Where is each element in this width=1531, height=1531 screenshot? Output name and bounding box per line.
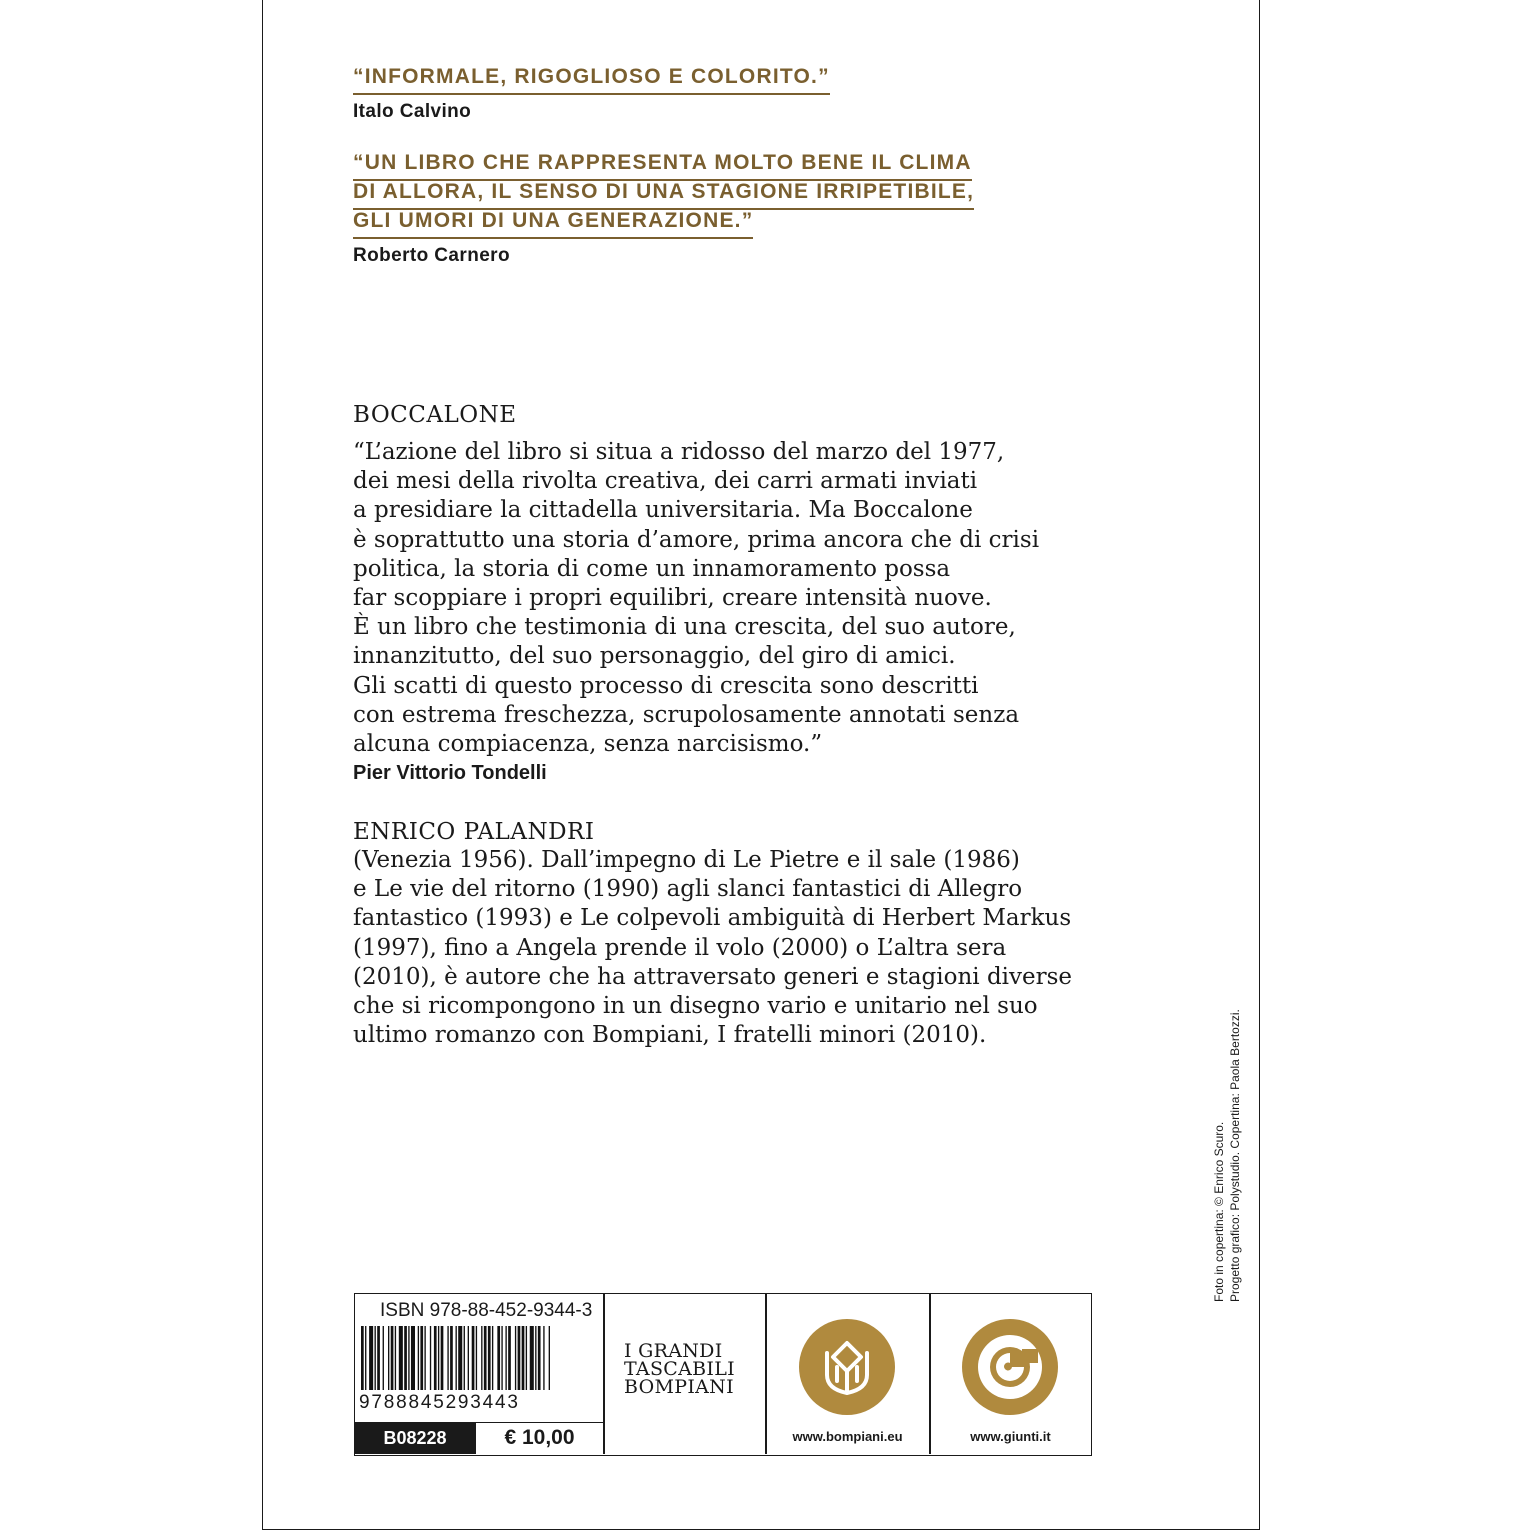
giunti-url[interactable]: www.giunti.it [970, 1429, 1051, 1444]
bio-line: ultimo romanzo con Bompiani, I fratelli minori (2010). [353, 1022, 987, 1049]
bio-line: (2010), è autore che ha attraversato generi e stagioni diverse [353, 963, 1073, 990]
product-code: B08228 [355, 1422, 475, 1454]
bio-line: e Le vie del ritorno (1990) agli slanci fantastici di Allegro [353, 876, 1023, 903]
isbn-block [355, 1294, 603, 1454]
quote-author: Italo Calvino [353, 101, 472, 122]
barcode-panel [354, 1293, 1092, 1456]
synopsis-line: politica, la storia di come un innamoramento possa [353, 555, 951, 582]
quote-line: “INFORMALE, RIGOGLIOSO E COLORITO.” [353, 66, 830, 95]
synopsis-signature: Pier Vittorio Tondelli [353, 762, 547, 784]
synopsis-line: far scoppiare i propri equilibri, creare intensità nuove. [353, 585, 992, 612]
bio-line: (Venezia 1956). Dall’impegno di Le Pietre e il sale (1986) [353, 847, 1020, 873]
bio-line: (1997), fino a Angela prende il volo (2000) o L’altra sera [353, 934, 1007, 961]
synopsis-line: Gli scatti di questo processo di crescita sono descritti [353, 672, 979, 699]
back-cover [262, 0, 1260, 1530]
cover-credits [1211, 1009, 1243, 1302]
synopsis-title: BOCCALONE [353, 402, 517, 428]
giunti-logo-icon [962, 1319, 1058, 1415]
bio-line: fantastico (1993) e Le colpevoli ambiguità di Herbert Markus [353, 905, 1072, 932]
design-credit: Progetto grafico: Polystudio. Copertina: Paola Bertozzi. [1228, 1009, 1242, 1302]
synopsis-line: innanzitutto, del suo personaggio, del giro di amici. [353, 643, 956, 670]
synopsis-line: “L’azione del libro si situa a ridosso del marzo del 1977, [353, 439, 1005, 465]
barcode-digits: 9788845293443 [359, 1392, 520, 1413]
series-line: TASCABILI [624, 1358, 735, 1380]
quote-line: DI ALLORA, IL SENSO DI UNA STAGIONE IRRIPETIBILE, [353, 181, 974, 210]
bompiani-url[interactable]: www.bompiani.eu [792, 1429, 903, 1444]
synopsis-line: è soprattutto una storia d’amore, prima ancora che di crisi [353, 526, 1040, 553]
quote-author: Roberto Carnero [353, 245, 510, 266]
quote-line: “UN LIBRO CHE RAPPRESENTA MOLTO BENE IL CLIMA [353, 152, 972, 181]
synopsis-text [353, 438, 1039, 759]
bio-title: ENRICO PALANDRI [353, 819, 595, 845]
press-quote-carnero [353, 152, 974, 267]
synopsis-line: a presidiare la cittadella universitaria. Ma Boccalone [353, 497, 973, 524]
bompiani-logo-icon [799, 1319, 895, 1415]
series-block [604, 1294, 765, 1454]
synopsis-line: È un libro che testimonia di una crescita, del suo autore, [353, 614, 1016, 641]
synopsis-line: con estrema freschezza, scrupolosamente annotati senza [353, 701, 1020, 728]
bompiani-block [766, 1294, 929, 1454]
synopsis-line: dei mesi della rivolta creativa, dei carri armati inviati [353, 468, 978, 495]
price: € 10,00 [475, 1422, 603, 1454]
series-line: I GRANDI [624, 1340, 723, 1362]
series-line: BOMPIANI [624, 1376, 734, 1398]
bio-text [353, 846, 1072, 1050]
barcode-icon [361, 1326, 597, 1390]
series-name [624, 1342, 735, 1396]
bio-line: che si ricompongono in un disegno vario e unitario nel suo [353, 993, 1038, 1020]
press-quote-calvino [353, 66, 830, 123]
quote-line: GLI UMORI DI UNA GENERAZIONE.” [353, 210, 753, 239]
synopsis-line: alcuna compiacenza, senza narcisismo.” [353, 731, 823, 758]
giunti-block [930, 1294, 1091, 1454]
photo-credit: Foto in copertina: © Enrico Scuro. [1212, 1121, 1226, 1302]
isbn-label: ISBN 978-88-452-9344-3 [380, 1300, 593, 1321]
